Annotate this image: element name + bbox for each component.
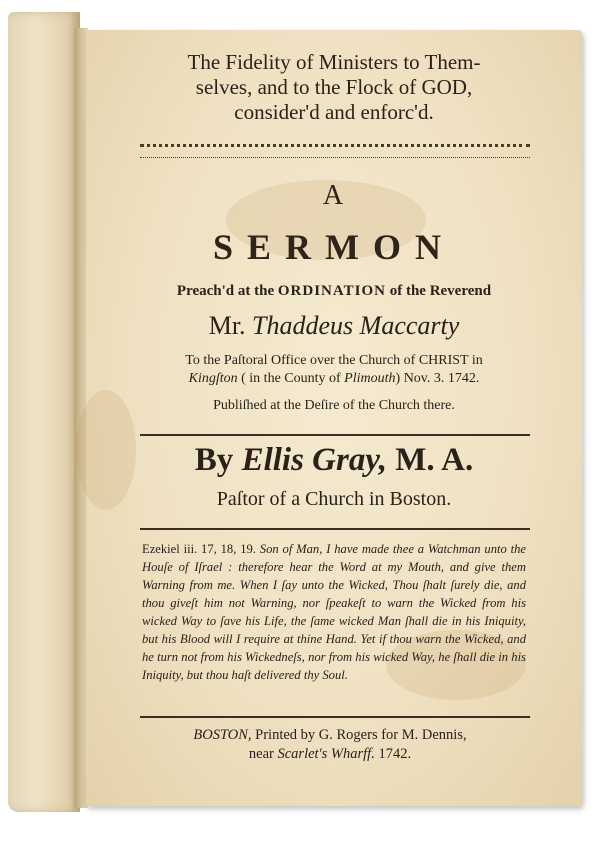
office-place: Kingſton bbox=[188, 371, 238, 386]
preach-start: Preach'd at the bbox=[176, 283, 275, 299]
minister-full-name: Thaddeus Maccarty bbox=[252, 311, 460, 340]
scripture-text: Son of Man, I have made thee a Watchman unto the Houſe of Iſrael : therefore hear the Word at my Mouth, and give them Warning from me. When I ſay unto the Wicked, Thou ſhalt ſurely die, and thou giveſt him not Warning, nor ſpeakeſt to warn the Wicked from his wicked Way to ſave his Life, the ſame wicked Man ſhall die in his Iniquity, but his Blood will I require at thine Hand. Yet if thou warn the Wicked, and he turn not from his Wickedneſs, nor from his wicked Way, he ſhall die in his Iniquity, but thou haſt delivered thy Soul. bbox=[142, 542, 527, 682]
office-county: Plimouth bbox=[344, 371, 396, 386]
preach-end: of the Reverend bbox=[389, 283, 492, 299]
ornamental-rule bbox=[140, 144, 530, 158]
minister-name bbox=[86, 311, 582, 341]
office-paren-open: ( in the County of bbox=[241, 371, 341, 386]
scripture-epigraph bbox=[142, 540, 526, 684]
office-paren-close: ) bbox=[395, 371, 401, 386]
preach-line bbox=[86, 283, 582, 300]
rule-middle bbox=[140, 528, 530, 530]
title-line-2: selves, and to the Flock of GOD, bbox=[195, 75, 473, 99]
office-line-2 bbox=[116, 370, 552, 388]
title-line-1: The Fidelity of Ministers to Them- bbox=[187, 50, 481, 74]
minister-title: Mr. bbox=[208, 311, 246, 340]
author-by: By bbox=[194, 442, 234, 478]
imprint-line-2 bbox=[130, 745, 530, 764]
imprint-printed: Printed by G. Rogers for M. Dennis, bbox=[255, 727, 467, 743]
rule-lower bbox=[140, 716, 530, 718]
preach-ordination: ORDINATION bbox=[277, 283, 386, 299]
office-line-1: To the Paſtoral Office over the Church of CHRIST in bbox=[185, 353, 483, 368]
author-name: Ellis Gray, bbox=[241, 442, 388, 478]
imprint-place: Scarlet's Wharff. bbox=[277, 746, 375, 762]
author-line bbox=[86, 442, 582, 479]
published-note: Publiſhed at the Deſire of the Church there. bbox=[213, 398, 455, 413]
office-statement bbox=[116, 352, 552, 388]
office-date: Nov. 3. 1742. bbox=[403, 371, 480, 386]
sermon-heading: SERMON bbox=[212, 227, 455, 267]
rule-upper bbox=[140, 434, 530, 436]
imprint-near: near bbox=[248, 746, 274, 762]
pastor-line: Paſtor of a Church in Boston. bbox=[216, 488, 452, 510]
sermon-title bbox=[106, 50, 562, 125]
imprint-year: 1742. bbox=[378, 746, 412, 762]
scripture-reference: Ezekiel iii. 17, 18, 19. bbox=[142, 542, 256, 556]
left-page-edge bbox=[8, 12, 80, 812]
imprint-line-1 bbox=[130, 726, 530, 745]
title-page bbox=[86, 30, 582, 806]
imprint-city: BOSTON, bbox=[193, 727, 252, 743]
article-a: A bbox=[322, 180, 346, 211]
title-line-3: consider'd and enforc'd. bbox=[234, 100, 434, 124]
imprint bbox=[130, 726, 530, 764]
author-degree: M. A. bbox=[395, 442, 474, 478]
